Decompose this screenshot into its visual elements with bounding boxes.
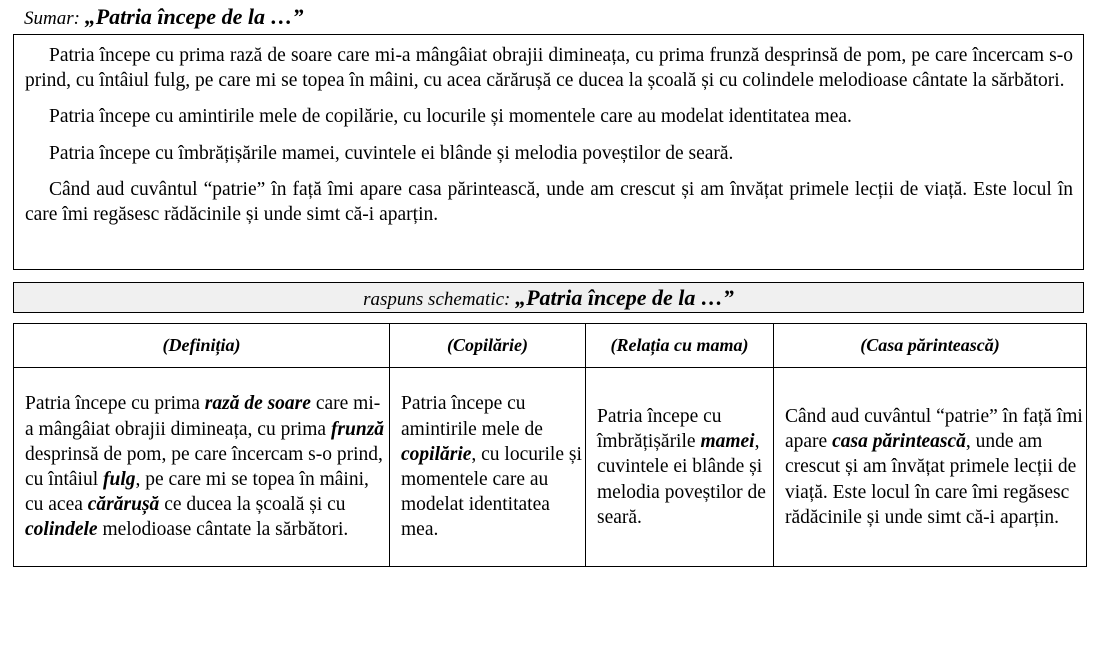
column-header-definitia: (Definiția) bbox=[14, 324, 390, 368]
summary-label: Sumar: bbox=[24, 8, 80, 29]
cell-casa-parinteasca-text bbox=[774, 404, 1086, 530]
cell-text-segment: ce ducea la școală și cu bbox=[159, 494, 346, 516]
keyword: colindele bbox=[25, 519, 98, 541]
cell-text-segment: Patria începe cu amintirile mele de bbox=[401, 393, 543, 440]
schema-title: „Patria începe de la …” bbox=[515, 285, 734, 310]
cell-copilarie-text bbox=[390, 391, 585, 542]
summary-box bbox=[13, 34, 1084, 270]
cell-relatia-cu-mama bbox=[586, 368, 774, 567]
column-header-casa-parinteasca: (Casa părintească) bbox=[774, 324, 1087, 368]
keyword: fulg bbox=[102, 469, 136, 490]
keyword: mamei bbox=[700, 431, 755, 453]
cell-copilarie bbox=[390, 368, 586, 567]
cell-text-segment: Patria începe cu îmbrățișările bbox=[597, 405, 722, 453]
keyword: copilărie bbox=[401, 443, 472, 465]
cell-text-segment: , unde am crescut și am învățat primele lecții de viață. Este locul în care îmi regăsesc rădăcinile și unde simt că-i aparțin. bbox=[785, 431, 1077, 528]
cell-text-segment: Când aud cuvântul “patrie” în față îmi apare bbox=[785, 405, 1083, 453]
cell-relatia-cu-mama-text bbox=[586, 404, 773, 530]
cell-text-segment: melodioase cântate la sărbători. bbox=[97, 519, 349, 541]
summary-paragraph-3: Patria începe cu îmbrățișările mamei, cuvintele ei blânde și melodia poveștilor de seară. bbox=[49, 142, 734, 164]
cell-text-segment: , pe care mi se topea în mâini, cu acea bbox=[25, 469, 369, 516]
cell-text-segment: , cuvintele ei blânde și melodia poveștilor de seară. bbox=[597, 431, 766, 528]
column-header-relatia-cu-mama: (Relația cu mama) bbox=[586, 324, 774, 368]
summary-title-line bbox=[24, 4, 303, 30]
summary-paragraph-1: Patria începe cu prima rază de soare care mi-a mângâiat obrajii dimineața, cu prima frunză desprinsă de pom, pe care încercam s-o prind, cu întâiul fulg, pe care mi se topea în mâini, cu acea cărărușă ce ducea la școală și cu colindele melodioase cântate la sărbători. bbox=[25, 45, 1073, 91]
schema-header bbox=[13, 282, 1084, 313]
schema-header-row bbox=[14, 324, 1087, 368]
cell-text-segment: , cu locurile și momentele care au modelat identitatea mea. bbox=[401, 443, 582, 541]
summary-title: „Patria începe de la …” bbox=[84, 4, 304, 29]
cell-definitia bbox=[14, 368, 390, 567]
schema-content-row bbox=[14, 368, 1087, 567]
cell-text-segment: desprinsă de pom, pe care încercam s-o prind, cu întâiul bbox=[25, 443, 383, 490]
cell-definitia-text bbox=[14, 391, 389, 542]
schema-label: raspuns schematic: bbox=[363, 289, 511, 310]
keyword: cărărușă bbox=[87, 494, 160, 516]
keyword: frunză bbox=[330, 418, 385, 440]
cell-casa-parinteasca bbox=[774, 368, 1087, 567]
schema-table bbox=[13, 323, 1087, 567]
summary-paragraph-2: Patria începe cu amintirile mele de copilărie, cu locurile și momentele care au modelat identitatea mea. bbox=[49, 106, 852, 128]
keyword: rază de soare bbox=[204, 393, 311, 415]
summary-paragraph-4: Când aud cuvântul “patrie” în față îmi apare casa părintească, unde am crescut și am învățat primele lecții de viață. Este locul în care îmi regăsesc rădăcinile și unde simt că-i aparțin. bbox=[25, 179, 1073, 225]
cell-text-segment: care mi-a mângâiat obrajii dimineața, cu prima bbox=[25, 393, 381, 440]
keyword: casa părintească bbox=[832, 431, 966, 453]
column-header-copilarie: (Copilărie) bbox=[390, 324, 586, 368]
cell-text-segment: Patria începe cu prima bbox=[25, 393, 205, 415]
